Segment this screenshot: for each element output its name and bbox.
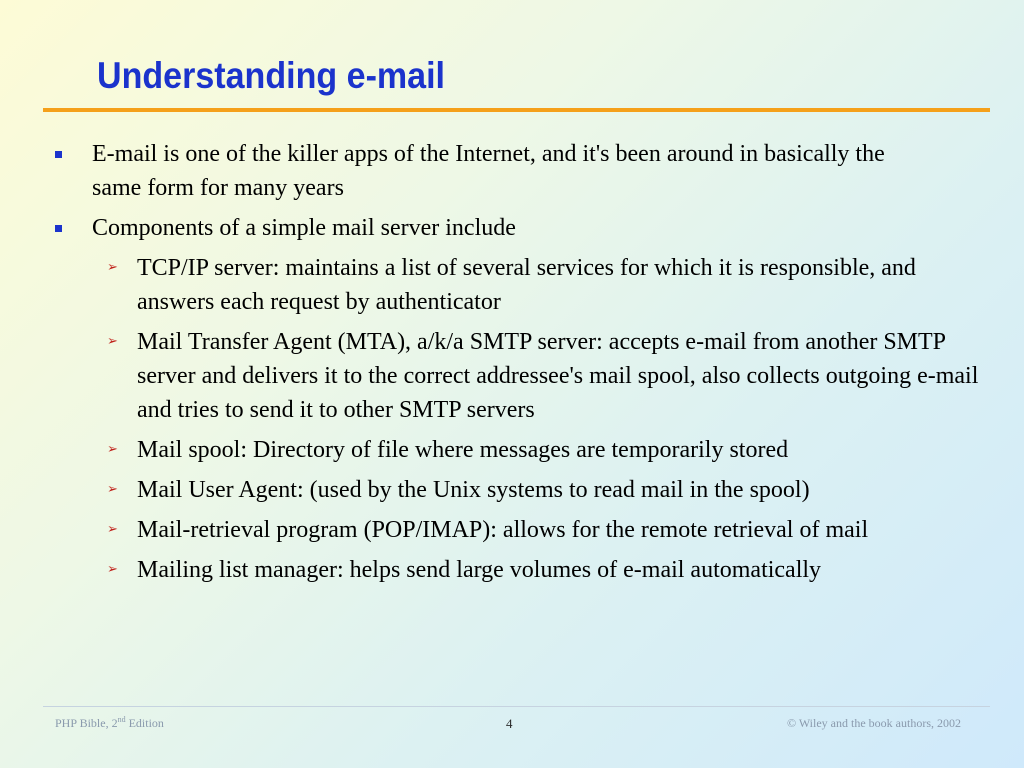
footer-book-title-suffix: Edition — [125, 716, 164, 730]
bullet-item — [0, 211, 922, 245]
footer-edition-ordinal: nd — [117, 715, 126, 724]
bullet-text: Components of a simple mail server include — [92, 215, 516, 241]
bullet-item — [0, 137, 922, 205]
page-number: 4 — [506, 716, 513, 731]
square-bullet-icon — [55, 151, 62, 158]
sub-bullet-text: TCP/IP server: maintains a list of several services for which it is responsible, and answers each request by authenticator — [137, 255, 916, 315]
arrow-bullet-icon: ➢ — [107, 562, 118, 577]
title-underline — [43, 108, 990, 112]
sub-bullet-text: Mail-retrieval program (POP/IMAP): allows for the remote retrieval of mail — [137, 517, 869, 543]
sub-bullet-text: Mailing list manager: helps send large volumes of e-mail automatically — [137, 557, 822, 583]
sub-bullet-item — [0, 553, 982, 587]
footer-divider — [43, 706, 990, 707]
square-bullet-icon — [55, 225, 62, 232]
sub-bullet-text: Mail Transfer Agent (MTA), a/k/a SMTP server: accepts e-mail from another SMTP server and delivers it to the correct addressee's mail spool, also collects outgoing e-mail and tries to send it to other SMTP servers — [137, 329, 979, 423]
sub-bullet-text: Mail User Agent: (used by the Unix systems to read mail in the spool) — [137, 477, 810, 503]
slide-content — [0, 137, 1024, 593]
sub-bullet-item — [0, 513, 982, 547]
sub-bullet-item — [0, 473, 982, 507]
arrow-bullet-icon: ➢ — [107, 260, 118, 275]
arrow-bullet-icon: ➢ — [107, 334, 118, 349]
footer-copyright: © Wiley and the book authors, 2002 — [786, 716, 961, 730]
arrow-bullet-icon: ➢ — [107, 482, 118, 497]
bullet-text: E-mail is one of the killer apps of the Internet, and it's been around in basically the same form for many years — [92, 141, 885, 201]
arrow-bullet-icon: ➢ — [107, 522, 118, 537]
sub-bullet-item — [0, 433, 982, 467]
slide-title: Understanding e-mail — [97, 55, 446, 96]
sub-bullet-text: Mail spool: Directory of file where messages are temporarily stored — [137, 437, 789, 463]
footer-book-title — [55, 716, 164, 731]
footer-book-title-prefix: PHP Bible, 2 — [55, 716, 118, 730]
arrow-bullet-icon: ➢ — [107, 442, 118, 457]
sub-bullet-item — [0, 325, 982, 427]
sub-bullet-item — [0, 251, 982, 319]
